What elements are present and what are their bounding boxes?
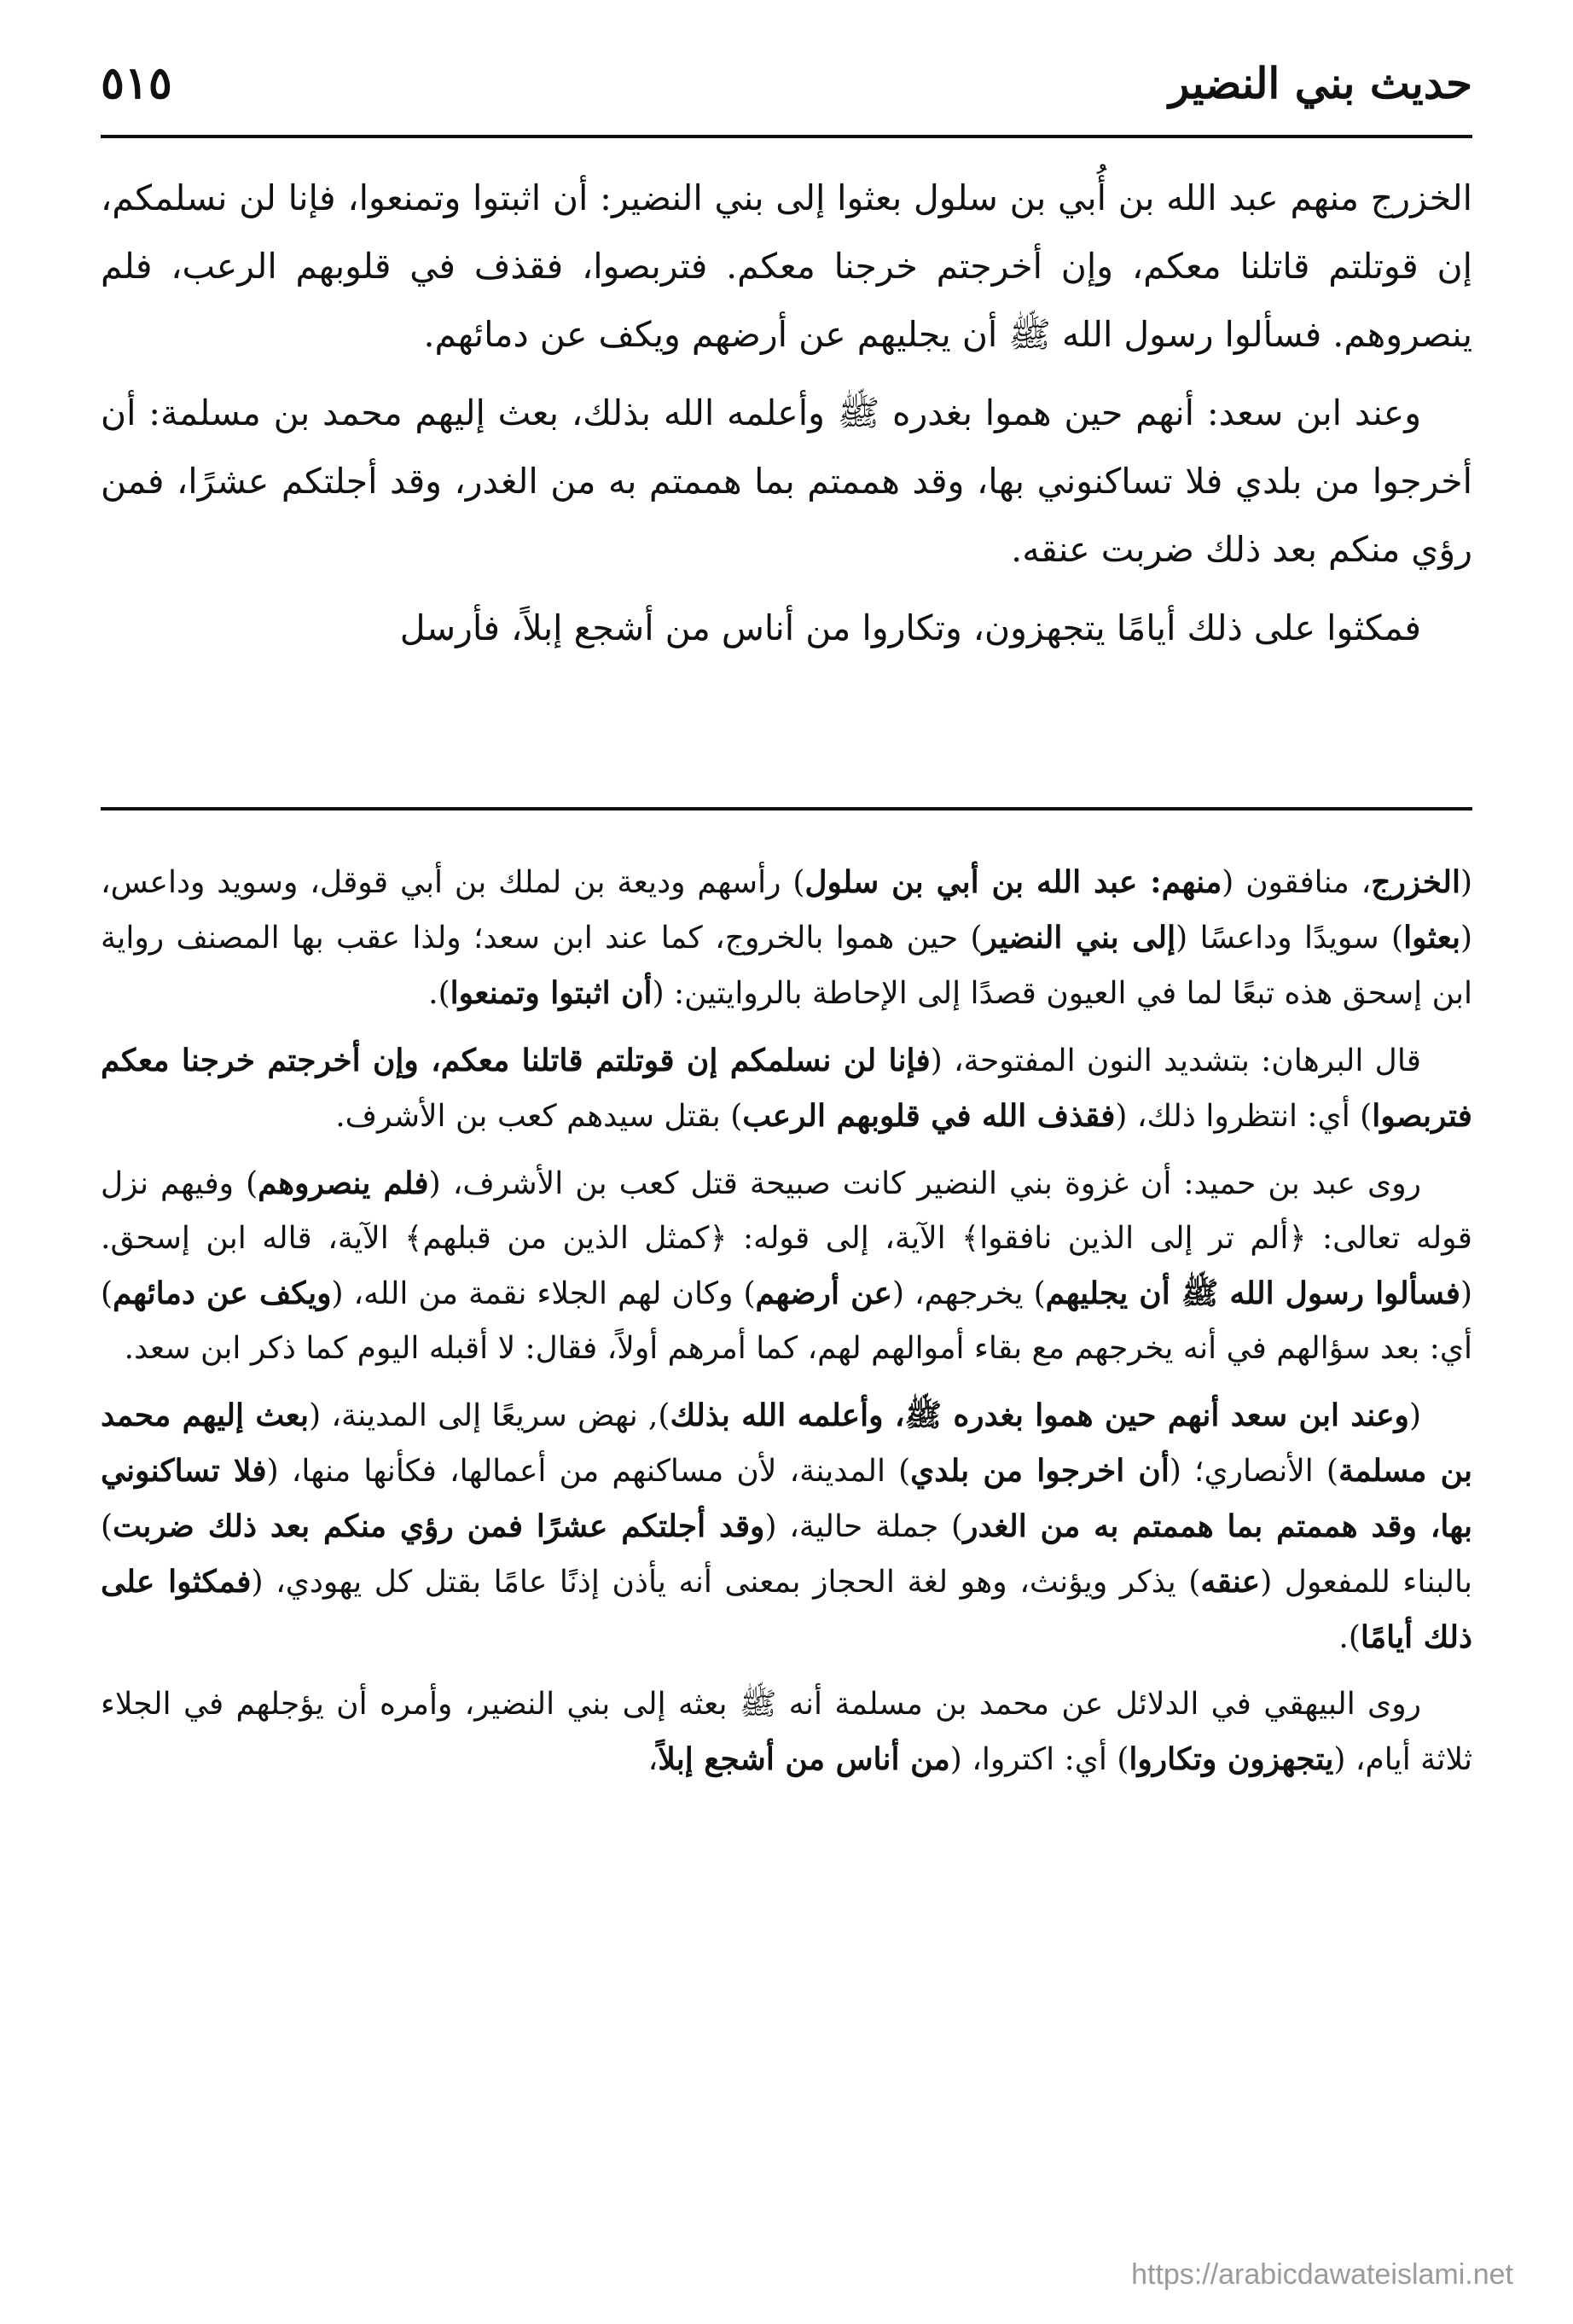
quoted-text: عنقه <box>1200 1564 1261 1600</box>
commentary-text: ) سويدًا وداعسًا ( <box>1175 921 1404 956</box>
quoted-text: وقد أجلتكم عشرًا فمن رؤي منكم بعد ذلك ضربت <box>113 1508 765 1544</box>
commentary <box>101 855 1472 1799</box>
commentary-text: ( <box>1408 1398 1421 1433</box>
commentary-text: روى البيهقي في الدلائل عن محمد بن مسلمة أنه ﷺ بعثه إلى بني النضير، وأمره أن يؤجلهم في الجلاء ثلاثة أيام، ( <box>101 1687 1472 1777</box>
page-number: ٥١٥ <box>101 56 172 109</box>
commentary-text: قال البرهان: بتشديد النون المفتوحة، ( <box>930 1043 1421 1078</box>
commentary-text: ، منافقون ( <box>1222 865 1372 900</box>
quoted-text: فلم ينصروهم <box>258 1165 429 1201</box>
quoted-text: يتجهزون وتكاروا <box>1129 1741 1334 1777</box>
commentary-text: ) أي: اكتروا، ( <box>949 1742 1129 1777</box>
watermark-url: https://arabicdawateislami.net <box>1131 2258 1513 2291</box>
commentary-text: ) أي: بعد سؤالهم في أنه يخرجهم مع بقاء أموالهم لهم، كما أمرهم أولاً، فقال: لا أقبله اليوم كما ذكر ابن سعد. <box>101 1276 1472 1366</box>
commentary-text: ) حين هموا بالخروج، كما عند ابن سعد؛ ولذا عقب بها المصنف رواية ابن إسحق هذه تبعًا لما في العيون قصدًا إلى الإحاطة بالروايتين: ( <box>101 921 1472 1011</box>
commentary-text: ، <box>647 1742 659 1777</box>
quoted-text: فقذف الله في قلوبهم الرعب <box>742 1098 1116 1134</box>
commentary-text: ). <box>428 976 450 1011</box>
commentary-text: ) يخرجهم، ( <box>891 1276 1046 1311</box>
header-rule <box>101 135 1472 138</box>
commentary-text: ) أي: انتظروا ذلك، ( <box>1115 1099 1373 1134</box>
quoted-text: فمكثوا على ذلك أيامًا <box>101 1564 1472 1655</box>
commentary-text: ) رأسهم وديعة بن لملك بن أبي قوقل، وسويد وداعس، ( <box>101 865 1473 956</box>
commentary-paragraph: (الخزرج، منافقون (منهم: عبد الله بن أبي بن سلول) رأسهم وديعة بن لملك بن أبي قوقل، وسويد وداعس، (بعثوا) سويدًا وداعسًا (إلى بني النضير) حين هموا بالخروج، كما عند ابن سعد؛ ولذا عقب بها المصنف رواية ابن إسحق هذه تبعًا لما في العيون قصدًا إلى الإحاطة بالروايتين: (أن اثبتوا وتمنعوا). <box>101 864 1473 1011</box>
quoted-text: ويكف عن دمائهم <box>113 1275 332 1311</box>
commentary-text: ) يذكر ويؤنث، وهو لغة الحجاز بمعنى أنه يأذن إذنًا عامًا بقتل كل يهودي، ( <box>251 1565 1201 1600</box>
quoted-text: وعند ابن سعد أنهم حين هموا بغدره ﷺ، وأعلمه الله بذلك <box>670 1397 1409 1433</box>
quoted-text: منهم: عبد الله بن أبي بن سلول <box>804 864 1222 900</box>
quoted-text: الخزرج <box>1371 864 1460 900</box>
commentary-text: ) جملة حالية، ( <box>764 1509 964 1544</box>
main-text <box>101 164 1472 672</box>
commentary-paragraph <box>101 1156 1472 1376</box>
quoted-text: أن اخرجوا من بلدي <box>910 1453 1170 1489</box>
commentary-text: ) وفيهم نزل قوله تعالى: ﴿ألم تر إلى الذين نافقوا﴾ الآية، إلى قوله: ﴿كمثل الذين من قبلهم﴾ الآية، قاله ابن إسحق. ( <box>101 1166 1472 1311</box>
main-paragraph: وعند ابن سعد: أنهم حين هموا بغدره ﷺ وأعلمه الله بذلك، بعث إليهم محمد بن مسلمة: أن أخرجوا من بلدي فلا تساكنوني بها، وقد هممتم بما هممتم به من الغدر، وقد أجلتكم عشرًا، فمن رؤي منكم بعد ذلك ضربت عنقه. <box>101 392 1472 570</box>
commentary-paragraph <box>101 1033 1472 1144</box>
footnote-separator <box>101 807 1472 810</box>
commentary-text: ) وكان لهم الجلاء نقمة من الله، ( <box>331 1276 756 1311</box>
quoted-text: بعثوا <box>1403 920 1460 956</box>
page-header <box>101 44 1472 121</box>
main-paragraph: الخزرج منهم عبد الله بن أُبي بن سلول بعثوا إلى بني النضير: أن اثبتوا وتمنعوا، فإنا لن نسلمكم، إن قوتلتم قاتلنا معكم، وإن أخرجتم خرجنا معكم. فتربصوا، فقذف في قلوبهم الرعب، فلم ينصروهم. فسألوا رسول الله ﷺ أن يجليهم عن أرضهم ويكف عن دمائهم. <box>101 177 1472 355</box>
quoted-text: فإنا لن نسلمكم إن قوتلتم قاتلنا معكم، وإن أخرجتم خرجنا معكم فتربصوا <box>101 1043 1472 1134</box>
commentary-text: ) بالبناء للمفعول ( <box>101 1509 1473 1600</box>
quoted-text: أن اثبتوا وتمنعوا <box>450 975 653 1011</box>
commentary-text: ). <box>1338 1620 1361 1655</box>
commentary-text: ), نهض سريعًا إلى المدينة، ( <box>309 1398 670 1433</box>
commentary-text: ) بقتل سيدهم كعب بن الأشرف. <box>335 1099 743 1134</box>
quoted-text: فلا تساكنوني بها، وقد هممتم بما هممتم به من الغدر <box>101 1453 1472 1544</box>
quoted-text: عن أرضهم <box>755 1275 892 1311</box>
commentary-paragraph <box>101 1677 1472 1787</box>
quoted-text: بعث إليهم محمد بن مسلمة <box>101 1397 1472 1489</box>
running-title: حديث بني النضير <box>1169 57 1472 108</box>
commentary-text: روى عبد بن حميد: أن غزوة بني النضير كانت صبيحة قتل كعب بن الأشرف، ( <box>428 1166 1421 1201</box>
main-paragraph: فمكثوا على ذلك أيامًا يتجهزون، وتكاروا من أناس من أشجع إبلاً، فأرسل <box>399 607 1421 648</box>
quoted-text: فسألوا رسول الله ﷺ أن يجليهم <box>1045 1275 1460 1311</box>
quoted-text: إلى بني النضير <box>982 920 1176 956</box>
quoted-text: من أناس من أشجع إبلاً <box>658 1741 950 1777</box>
commentary-text: ) الأنصاري؛ ( <box>1169 1454 1338 1489</box>
commentary-text: ) المدينة، لأن مساكنهم من أعمالها، فكأنها منها، ( <box>266 1454 911 1489</box>
commentary-paragraph <box>101 1388 1472 1665</box>
